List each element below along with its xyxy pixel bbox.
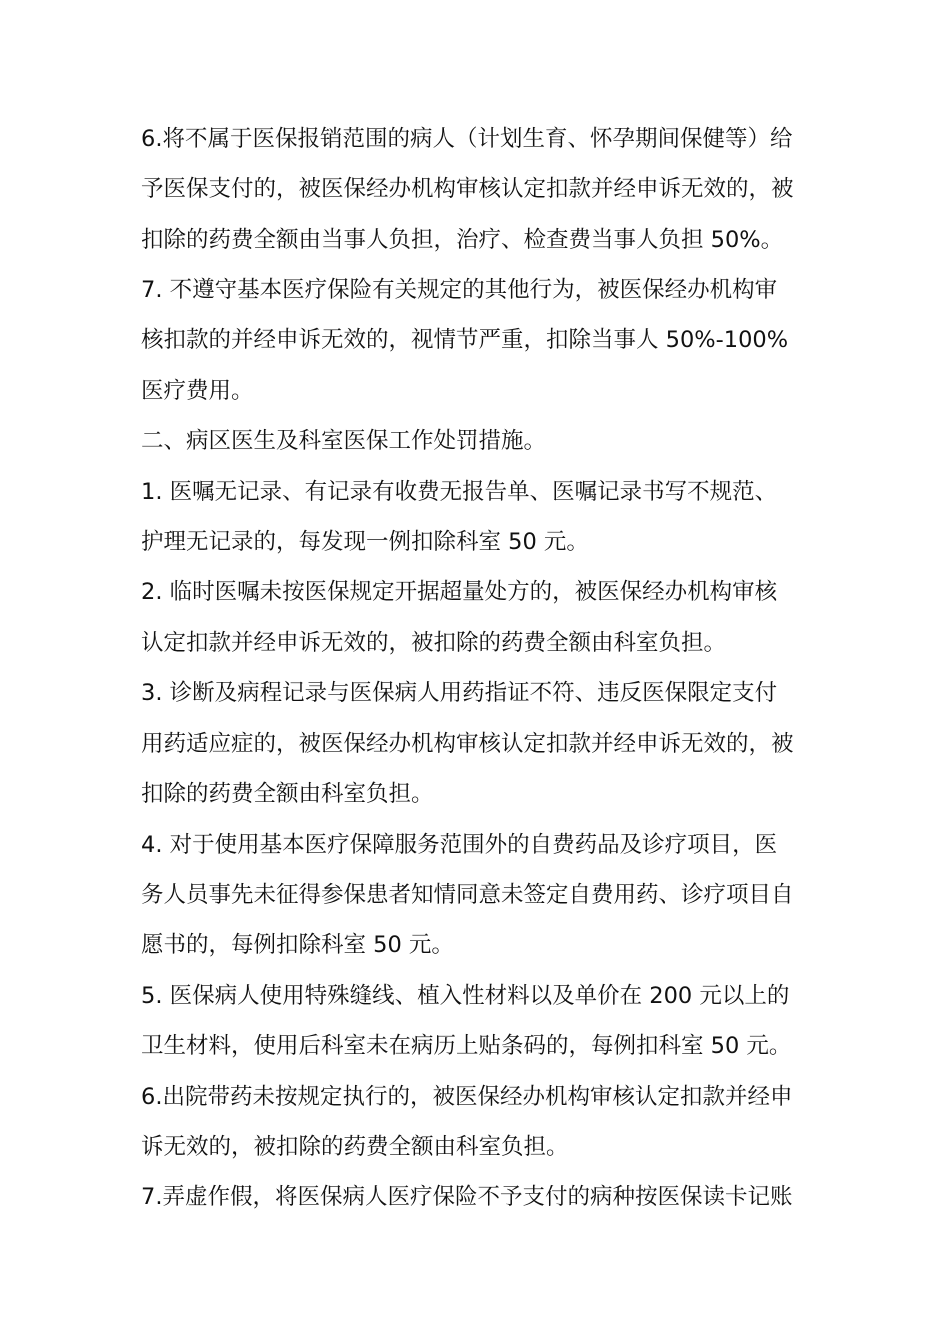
text-line-6: 医疗费用。 xyxy=(141,378,254,404)
text-line-17: 愿书的，每例扣除科室 50 元。 xyxy=(141,932,454,958)
text-line-14: 扣除的药费全额由科室负担。 xyxy=(141,781,434,807)
text-line-4: 7. 不遵守基本医疗保险有关规定的其他行为，被医保经办机构审 xyxy=(141,277,778,303)
text-line-22: 7.弄虚作假，将医保病人医疗保险不予支付的病种按医保读卡记账 xyxy=(141,1184,793,1210)
text-line-16: 务人员事先未征得参保患者知情同意未签定自费用药、诊疗项目自 xyxy=(141,882,794,908)
text-line-19: 卫生材料，使用后科室未在病历上贴条码的，每例扣科室 50 元。 xyxy=(141,1033,792,1059)
text-line-15: 4. 对于使用基本医疗保障服务范围外的自费药品及诊疗项目，医 xyxy=(141,832,778,858)
section-heading: 二、病区医生及科室医保工作处罚措施。 xyxy=(141,428,547,454)
text-line-1: 6.将不属于医保报销范围的病人（计划生育、怀孕期间保健等）给 xyxy=(141,126,793,152)
text-line-12: 3. 诊断及病程记录与医保病人用药指证不符、违反医保限定支付 xyxy=(141,680,778,706)
text-line-2: 予医保支付的，被医保经办机构审核认定扣款并经申诉无效的，被 xyxy=(141,176,794,202)
text-line-9: 护理无记录的，每发现一例扣除科室 50 元。 xyxy=(141,529,589,555)
text-line-3: 扣除的药费全额由当事人负担，治疗、检查费当事人负担 50%。 xyxy=(141,227,784,253)
text-line-20: 6.出院带药未按规定执行的，被医保经办机构审核认定扣款并经申 xyxy=(141,1084,793,1110)
text-line-10: 2. 临时医嘱未按医保规定开据超量处方的，被医保经办机构审核 xyxy=(141,579,778,605)
text-line-21: 诉无效的，被扣除的药费全额由科室负担。 xyxy=(141,1134,569,1160)
text-line-5: 核扣款的并经申诉无效的，视情节严重，扣除当事人 50%-100% xyxy=(141,327,789,353)
text-line-13: 用药适应症的，被医保经办机构审核认定扣款并经申诉无效的，被 xyxy=(141,731,794,757)
text-line-8: 1. 医嘱无记录、有记录有收费无报告单、医嘱记录书写不规范、 xyxy=(141,479,778,505)
text-line-18: 5. 医保病人使用特殊缝线、植入性材料以及单价在 200 元以上的 xyxy=(141,983,790,1009)
text-line-11: 认定扣款并经申诉无效的，被扣除的药费全额由科室负担。 xyxy=(141,630,727,656)
